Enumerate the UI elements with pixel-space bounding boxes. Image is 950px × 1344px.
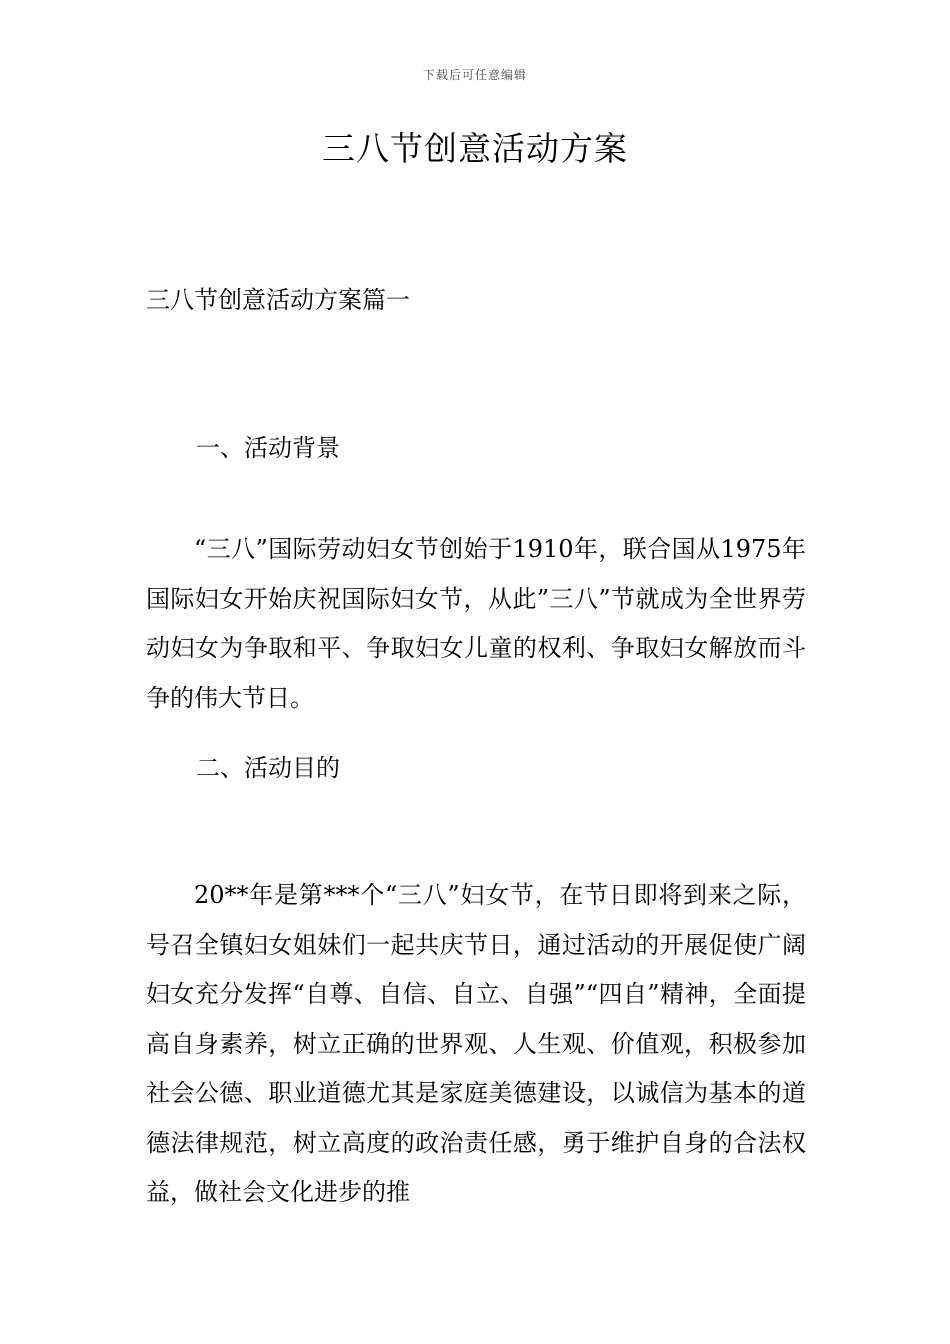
section-paragraph-purpose: 20**年是第***个“三八”妇女节，在节日即将到来之际，号召全镇妇女姐妹们一起共庆节日，通过活动的开展促使广阔妇女充分发挥“自尊、自信、自立、自强”“四自”精神，全面提高自身素养，树立正确的世界观、人生观、价值观，积极参加社会公德、职业道德尤其是家庭美德建设，以诚信为基本的道德法律规范，树立高度的政治责任感，勇于维护自身的合法权益，做社会文化进步的推 bbox=[146, 881, 806, 1206]
header-note: 下载后可任意编辑 bbox=[422, 68, 527, 82]
section-heading-background: 一、活动背景 bbox=[196, 434, 340, 462]
document-title: 三八节创意活动方案 bbox=[322, 129, 628, 168]
section-paragraph-background: “三八”国际劳动妇女节创始于1910年，联合国从1975年国际妇女开始庆祝国际妇女节，从此”三八”节就成为全世界劳动妇女为争取和平、争取妇女儿童的权利、争取妇女解放而斗争的伟大节日。 bbox=[146, 535, 806, 712]
document-subtitle: 三八节创意活动方案篇一 bbox=[146, 286, 410, 314]
section-heading-purpose: 二、活动目的 bbox=[196, 754, 340, 782]
